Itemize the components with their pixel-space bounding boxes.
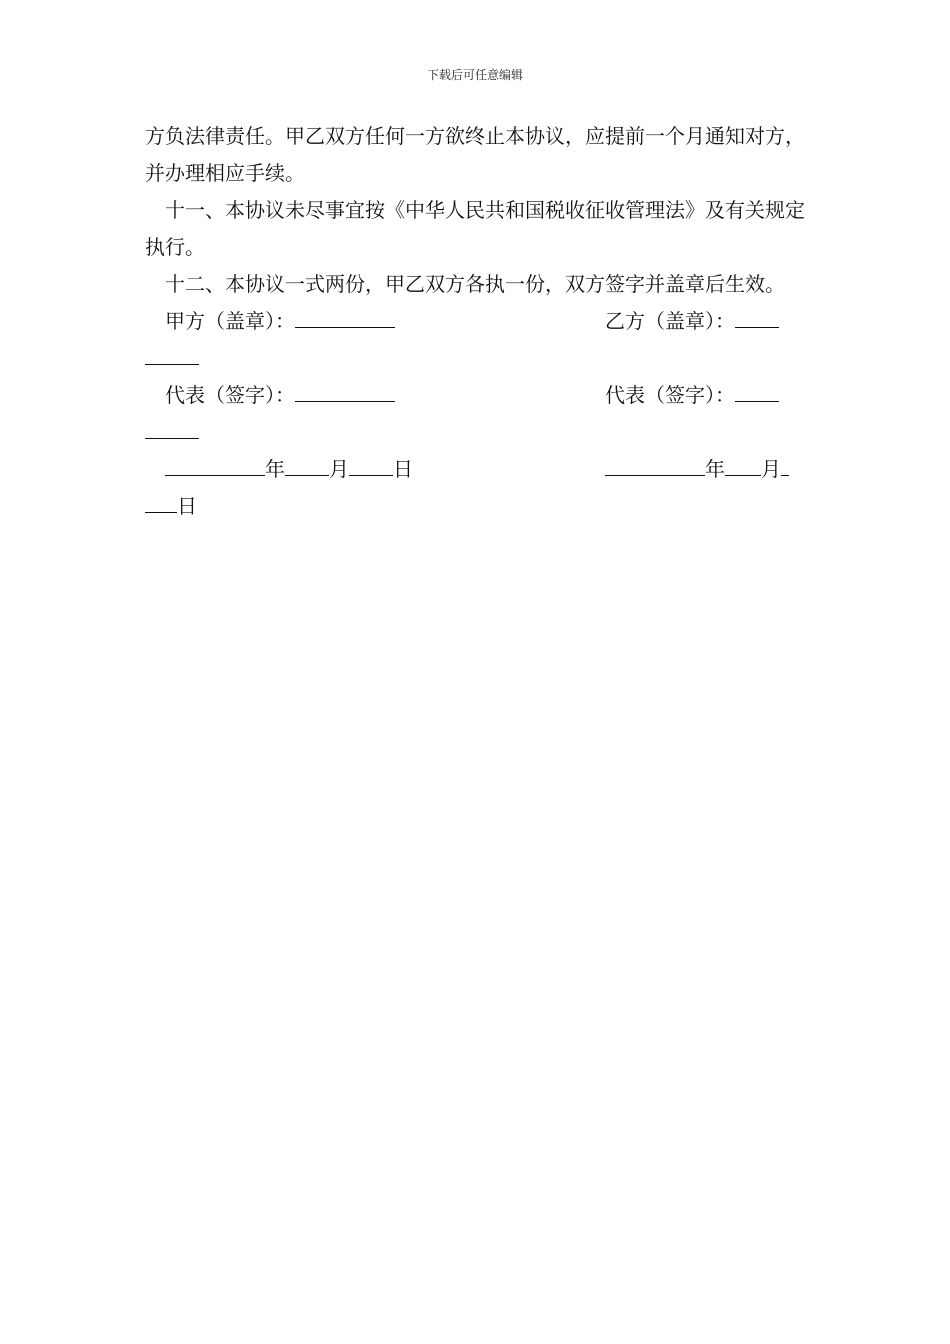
party-a-day-blank (349, 455, 393, 476)
party-b-rep-label: 代表（签字）： (605, 383, 735, 407)
paragraph-clause-11: 十一、本协议未尽事宜按《中华人民共和国税收征收管理法》及有关规定执行。 (145, 198, 805, 259)
party-a-month-label: 月 (329, 457, 349, 481)
party-a-year-blank (165, 455, 265, 476)
party-b-year-label: 年 (705, 457, 725, 481)
paragraph-termination: 方负法律责任。甲乙双方任何一方欲终止本协议，应提前一个月通知对方，并办理相应手续。 (145, 124, 805, 185)
party-a-year-label: 年 (265, 457, 285, 481)
party-a-day-label: 日 (393, 457, 413, 481)
party-a-rep-blank (295, 381, 395, 402)
party-b-seal-blank (735, 307, 779, 328)
party-b-rep-blank (735, 381, 779, 402)
party-b-day-continued (145, 488, 805, 525)
party-b-seal (605, 303, 779, 340)
party-a-date (165, 451, 413, 488)
party-b-seal-label: 乙方（盖章）： (605, 309, 735, 333)
party-b-day-label: 日 (177, 494, 197, 518)
party-b-representative (605, 377, 779, 414)
party-a-seal (165, 303, 395, 340)
paragraph-clause-12: 十二、本协议一式两份，甲乙双方各执一份，双方签字并盖章后生效。 (165, 272, 785, 296)
party-a-seal-blank (295, 307, 395, 328)
party-b-seal-blank-continued (145, 340, 805, 377)
page-header: 下载后可任意编辑 (426, 68, 523, 82)
party-b-month-blank (725, 455, 761, 476)
party-a-month-blank (285, 455, 329, 476)
party-b-year-blank (605, 455, 705, 476)
party-b-month-label: 月 (761, 457, 781, 481)
party-b-rep-blank-continued (145, 414, 805, 451)
party-a-representative (165, 377, 395, 414)
party-b-day-blank (781, 455, 789, 476)
seal-row (145, 303, 805, 340)
party-b-date (605, 451, 789, 488)
representative-row (145, 377, 805, 414)
party-a-rep-label: 代表（签字）： (165, 383, 295, 407)
date-row (145, 451, 805, 488)
party-a-seal-label: 甲方（盖章）： (165, 309, 295, 333)
document-body (145, 118, 805, 525)
